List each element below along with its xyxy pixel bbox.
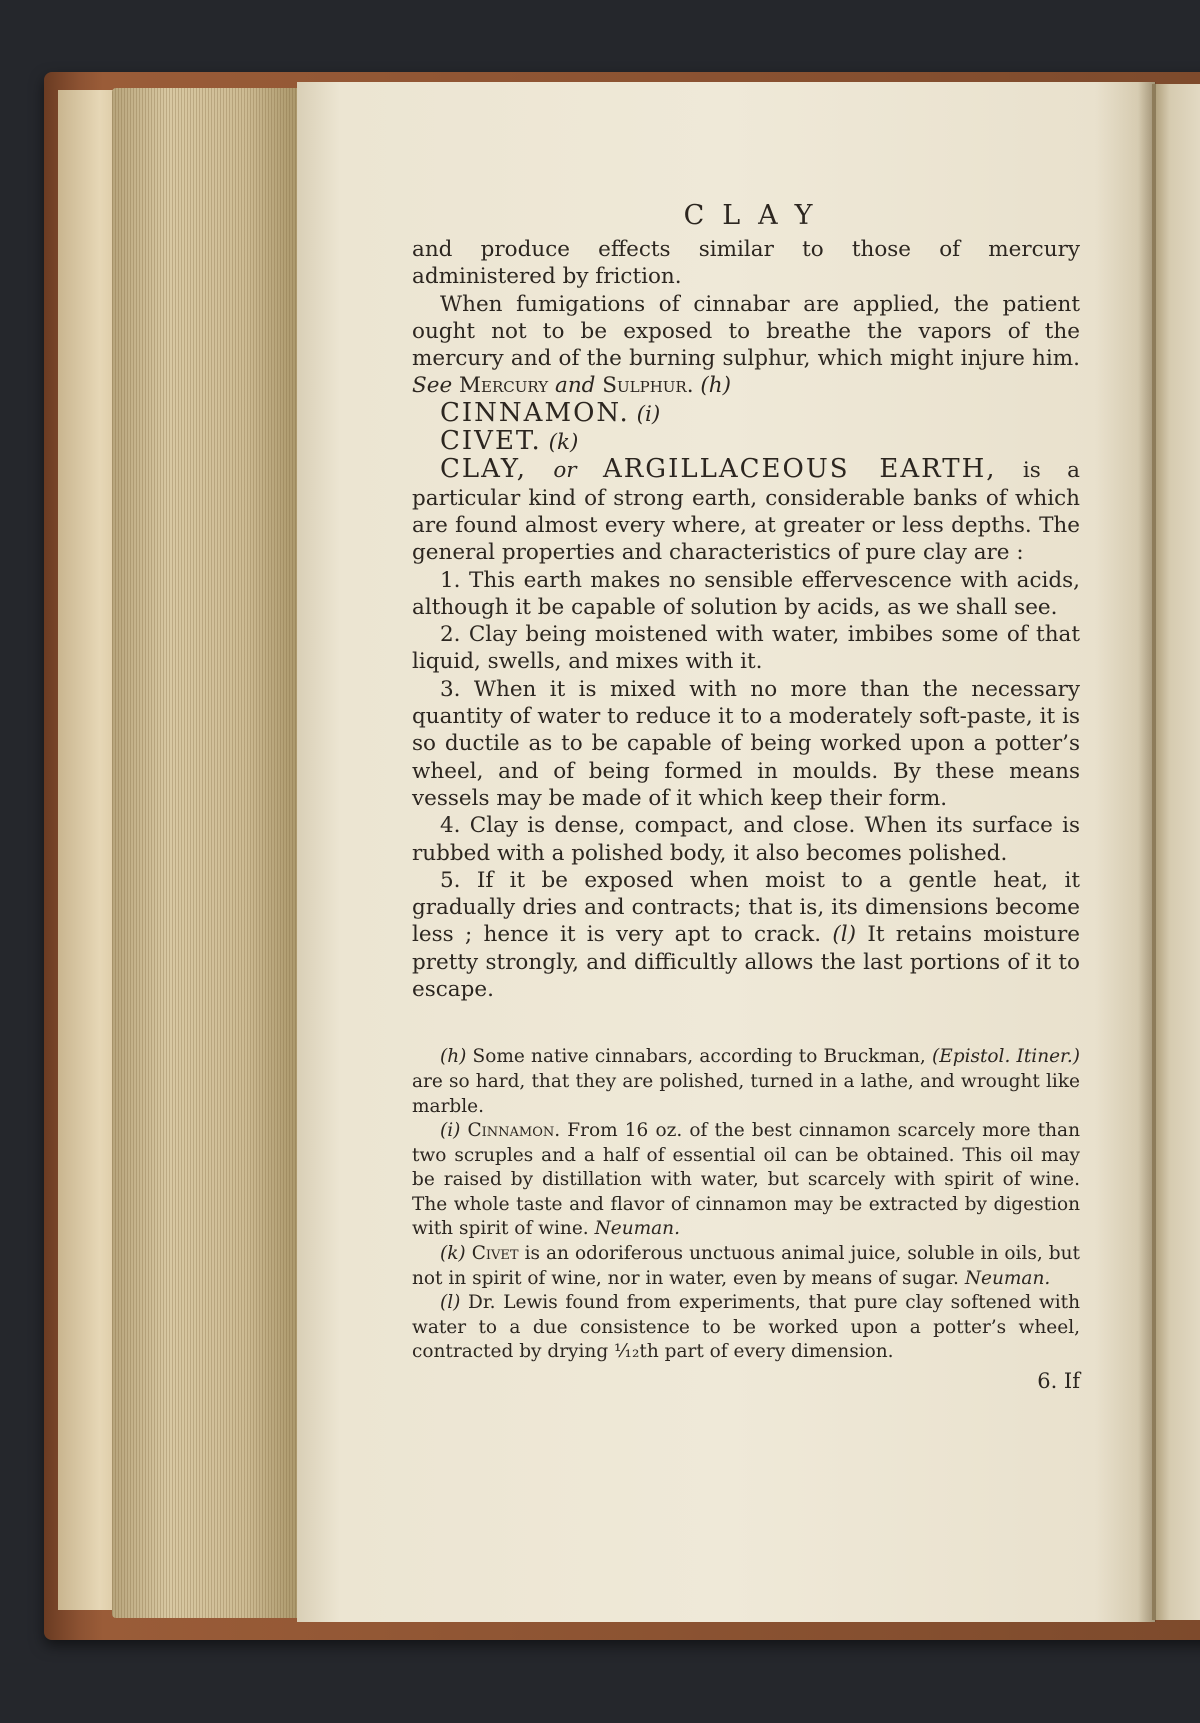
paragraph-text: and produce effects similar to those of mercury administered by friction. xyxy=(412,237,1080,290)
entry-title: CINNAMON. xyxy=(440,397,630,428)
paragraph xyxy=(412,291,1080,400)
note-marker: (k) xyxy=(548,430,579,456)
footnote-text: From 16 oz. of the best cinnamon scarcely more than two scruples and a half of essential oil can be obtained. This oil may be raised by distillation with water, but scarcely with spirit of wine. The whole taste and flavor of cinnamon may be extracted by digestion with spirit of wine. xyxy=(412,1120,1081,1240)
footnote-text: Some native cinnabars, according to Bruckman, xyxy=(472,1046,926,1068)
footnote-author: Neuman. xyxy=(594,1218,680,1240)
conjunction: or xyxy=(553,458,577,484)
entry-heading xyxy=(412,428,1080,456)
paragraph-text: 5. If it be exposed when moist to a gentle heat, it gradually dries and contracts; that is, its dimensions become less ; hence it is very apt to crack. xyxy=(412,867,1080,948)
footnote-source: (Epistol. Itiner.) xyxy=(932,1046,1080,1068)
conjunction: and xyxy=(555,373,596,399)
paragraph xyxy=(412,236,1080,291)
footnote-author: Neuman. xyxy=(964,1267,1051,1289)
footnote xyxy=(412,1242,1080,1291)
next-page-edge xyxy=(1152,84,1200,1620)
footnote-text: is an odoriferous unctuous animal juice, soluble in oils, but not in spirit of wine, nor in water, even by means of sugar. xyxy=(412,1243,1080,1289)
entry-heading xyxy=(412,397,1080,428)
running-head: CLAY xyxy=(683,200,831,231)
paragraph-text: is a particular kind of strong earth, considerable banks of which are found almost every where, at greater or less depths. The general properties and characteristics of pure clay are : xyxy=(412,458,1080,566)
cross-reference: Sulphur. xyxy=(602,373,694,399)
footnote xyxy=(412,1045,1080,1119)
paragraph xyxy=(412,812,1080,867)
footnote-mark: (i) xyxy=(440,1120,461,1142)
note-marker: (i) xyxy=(636,401,661,427)
footnote-term: Cinnamon. xyxy=(467,1120,561,1142)
note-marker: (h) xyxy=(700,373,732,399)
gutter-shadow xyxy=(1138,82,1156,1622)
footnote-term: Civet xyxy=(471,1243,519,1265)
see-label: See xyxy=(412,373,453,399)
page-text xyxy=(412,196,1080,1393)
footnote-text: Dr. Lewis found from experiments, that pure clay softened with water to a due consistence to be worked upon a potter’s wheel, contracted by drying ¹⁄₁₂th part of every dimension. xyxy=(412,1292,1080,1363)
cross-reference: Mercury xyxy=(459,373,549,399)
paragraph xyxy=(412,567,1080,622)
footnote xyxy=(412,1291,1080,1365)
footnote-mark: (l) xyxy=(440,1292,461,1314)
entry-title: ARGILLACEOUS EARTH, xyxy=(602,454,997,485)
footnote-mark: (h) xyxy=(440,1046,467,1068)
catchword: 6. If xyxy=(1037,1369,1080,1394)
paragraph xyxy=(412,621,1080,676)
entry-title: CIVET. xyxy=(440,426,542,457)
footnote-mark: (k) xyxy=(440,1243,466,1265)
paragraph-text: It retains moisture pretty strongly, and difficultly allows the last portions of it to escape. xyxy=(412,922,1081,1003)
page-edges xyxy=(112,88,302,1618)
paragraph-text: 3. When it is mixed with no more than the necessary quantity of water to reduce it to a moderately soft-paste, it is so ductile as to be capable of being worked upon a potter’s wheel, and of being formed in moulds. By these means vessels may be made of it which keep their form. xyxy=(412,676,1080,811)
paragraph xyxy=(412,867,1080,1003)
paragraph-text: 4. Clay is dense, compact, and close. When its surface is rubbed with a polished body, it also becomes polished. xyxy=(412,813,1080,866)
paragraph xyxy=(412,676,1080,812)
paragraph xyxy=(412,456,1080,566)
body-text xyxy=(412,236,1080,1003)
paragraph-text: 1. This earth makes no sensible effervescence with acids, although it be capable of solution by acids, as we shall see. xyxy=(412,567,1080,620)
entry-title: CLAY, xyxy=(440,454,527,485)
paragraph-text: When fumigations of cinnabar are applied, the patient ought not to be exposed to breathe the vapors of the mercury and of the burning sulphur, which might injure him. xyxy=(412,291,1080,372)
footnote xyxy=(412,1119,1080,1242)
footnote-text: are so hard, that they are polished, turned in a lathe, and wrought like marble. xyxy=(412,1070,1080,1117)
note-marker: (l) xyxy=(832,922,857,948)
paragraph-text: 2. Clay being moistened with water, imbibes some of that liquid, swells, and mixes with it. xyxy=(412,622,1080,675)
footnotes xyxy=(412,1045,1080,1365)
